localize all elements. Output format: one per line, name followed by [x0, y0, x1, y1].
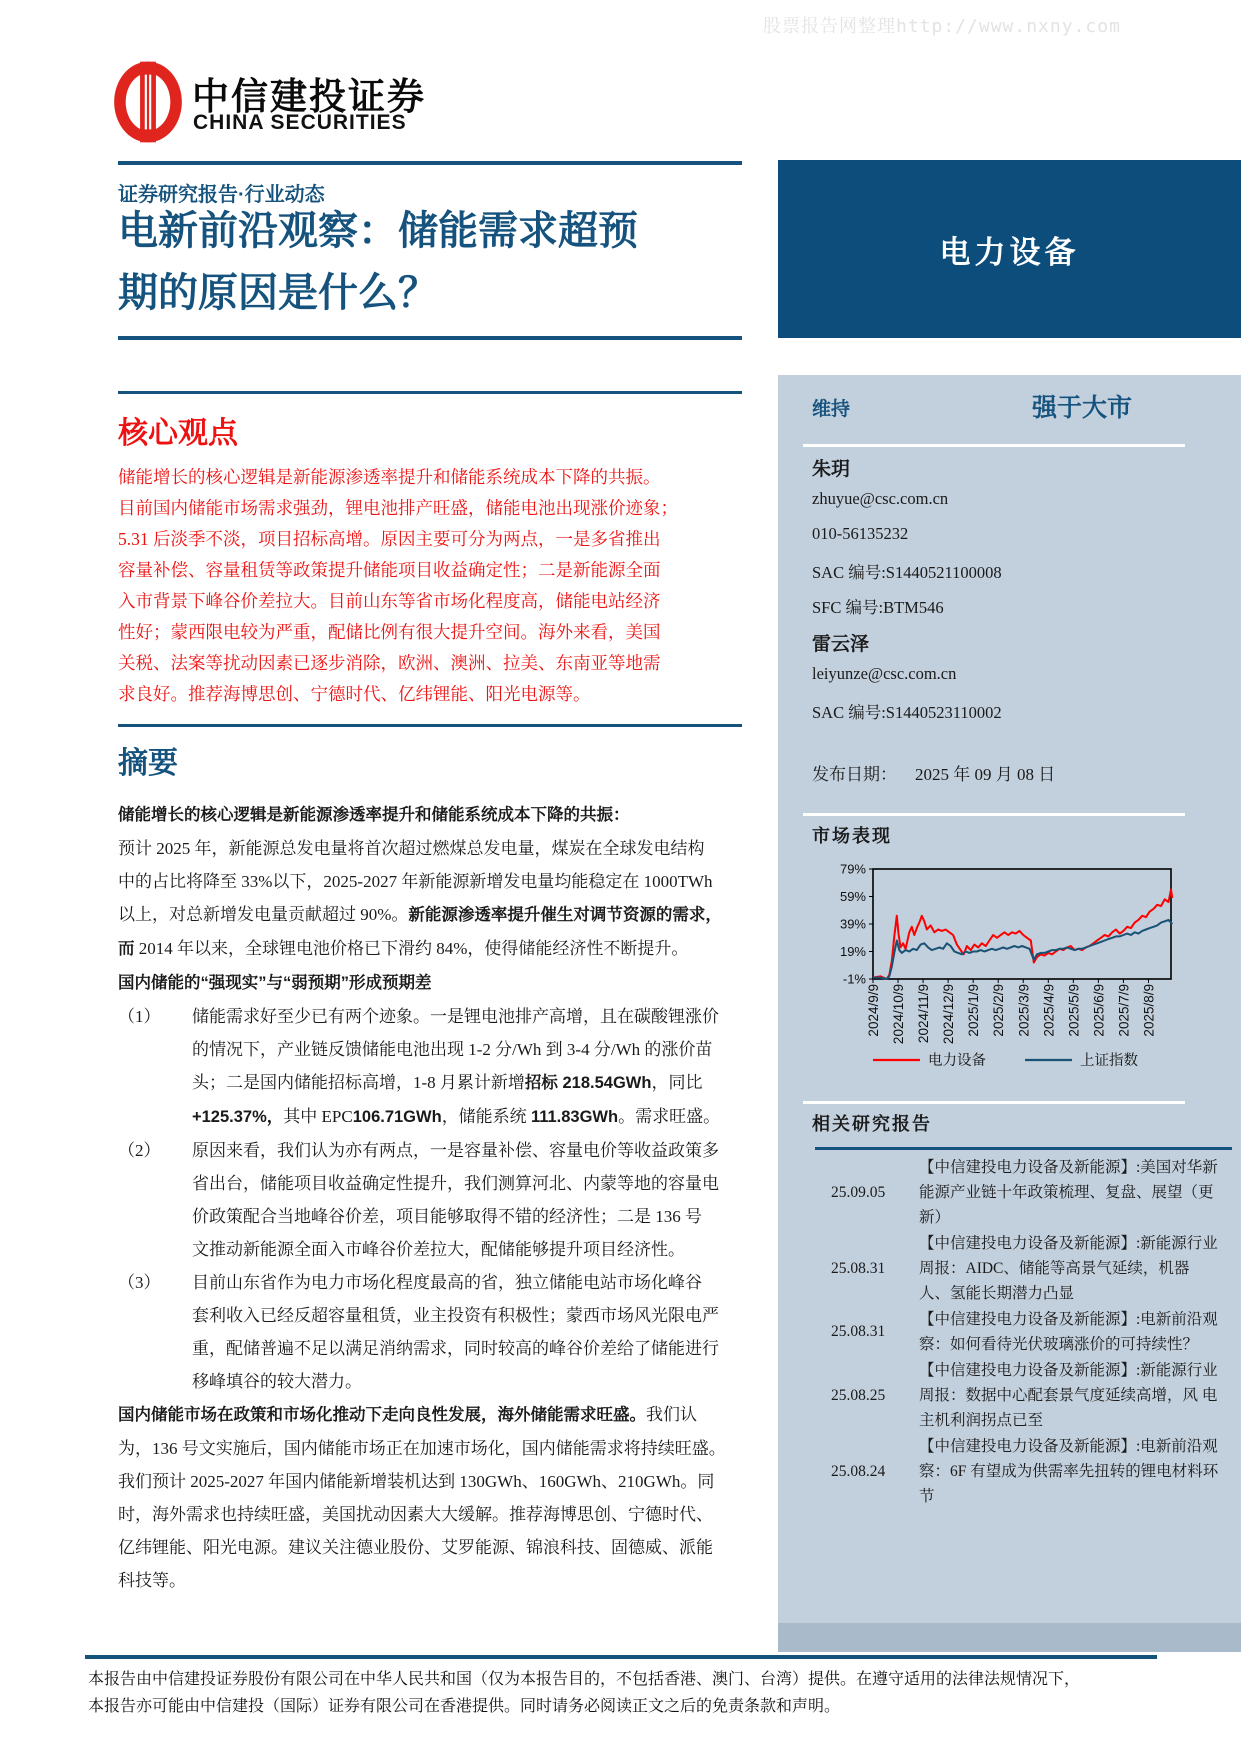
- publish-divider: [803, 813, 1185, 816]
- publish-date-label: 发布日期：: [812, 765, 897, 784]
- analyst-detail: SFC 编号:BTM546: [812, 598, 944, 617]
- summary-text: 文推动新能源全面入市峰谷价差拉大，配储能够提升项目经济性。: [192, 1240, 685, 1259]
- brand-name-en: CHINA SECURITIES: [193, 111, 407, 134]
- summary-line: [118, 1365, 698, 1398]
- brand-name-cn: 中信建投证券: [192, 76, 426, 117]
- analyst-detail: leiyunze@csc.com.cn: [812, 664, 957, 683]
- summary-line: [118, 1299, 719, 1332]
- summary-text: 套利收入已经反超容量租赁，业主投资有积极性；蒙西市场风光限电严: [192, 1306, 719, 1325]
- y-tick-label: 39%: [839, 916, 866, 932]
- related-divider-navy: [815, 1147, 1232, 1150]
- summary-text: 储能需求好至少已有两个迹象。一是锂电池排产高增，且在碳酸锂涨价: [192, 1007, 719, 1026]
- summary-text: 移峰填谷的较大潜力。: [192, 1372, 362, 1391]
- x-tick-label: 2024/12/9: [941, 984, 957, 1045]
- summary-text: ，同比: [651, 1073, 703, 1092]
- report-date: 25.08.24: [831, 1462, 886, 1480]
- summary-text: 省出台，储能项目收益确定性提升，我们测算河北、内蒙等地的容量电: [192, 1174, 719, 1193]
- summary-item-number: （2）: [118, 1141, 161, 1160]
- summary-line: [118, 1332, 719, 1365]
- industry-badge-label: 电力设备: [939, 234, 1080, 270]
- x-tick-label: 2025/8/9: [1141, 984, 1157, 1037]
- summary-section-divider: [118, 724, 742, 727]
- report-type-label: 证券研究报告·行业动态: [118, 184, 325, 206]
- summary-line: [118, 1167, 719, 1200]
- page-title: [118, 200, 758, 324]
- summary-text: 时，海外需求也持续旺盛，美国扰动因素大大缓解。推荐海博思创、宁德时代、: [118, 1505, 713, 1524]
- summary-text: 目前山东省作为电力市场化程度最高的省，独立储能电站市场化峰谷: [192, 1273, 702, 1292]
- x-tick-label: 2025/6/9: [1091, 984, 1107, 1037]
- summary-text: 原因来看，我们认为亦有两点，一是容量补偿、容量电价等收益政策多: [192, 1141, 719, 1160]
- watermark-text: 股票报告网整理http://www.nxny.com: [763, 16, 1121, 37]
- y-tick-label: -1%: [842, 971, 866, 987]
- report-date: 25.08.31: [831, 1323, 886, 1340]
- x-tick-label: 2025/3/9: [1016, 984, 1032, 1037]
- publish-date-row: [812, 760, 1055, 785]
- analyst-detail: zhuyue@csc.com.cn: [812, 489, 949, 508]
- summary-text: 价政策配合当地峰谷价差，项目能够取得不错的经济性；二是 136 号: [192, 1207, 702, 1226]
- summary-bold-text: 储能增长的核心逻辑是新能源渗透率提升和储能系统成本下降的共振：: [118, 806, 630, 824]
- summary-line: [118, 1465, 715, 1498]
- rating-divider: [803, 444, 1185, 447]
- summary-bold-text: 国内储能的“强现实”与“弱预期”形成预期差: [118, 974, 432, 992]
- summary-text: 头；二是国内储能招标高增，1-8 月累计新增: [192, 1073, 525, 1092]
- report-title: 【中信建投电力设备及新能源】:新能源行业周报：AIDC、储能等高景气延续，机器人、氢能长期潜力凸显: [919, 1235, 1218, 1302]
- analyst-name: 雷云泽: [812, 634, 870, 655]
- report-title: 【中信建投电力设备及新能源】:新能源行业周报：数据中心配套景气度延续高增，风 电主机利润拐点已至: [919, 1362, 1218, 1429]
- report-row: [815, 1434, 1235, 1509]
- core-view-line: 性好；蒙西限电较为严重，配储比例有很大提升空间。海外来看，美国: [118, 622, 661, 642]
- core-view-line: 容量补偿、容量租赁等政策提升储能项目收益确定性；二是新能源全面: [118, 560, 661, 580]
- summary-line: [118, 1564, 698, 1597]
- summary-bold-text: 而: [118, 940, 135, 958]
- analyst-detail: SAC 编号:S1440521100008: [812, 563, 1002, 582]
- report-row: [815, 1358, 1235, 1433]
- related-reports-list: [815, 1155, 1235, 1510]
- footer-divider: [85, 1655, 1157, 1659]
- summary-text: 科技等。: [118, 1571, 186, 1590]
- summary-line: [118, 1398, 698, 1432]
- analyst-name: 朱玥: [812, 459, 851, 480]
- summary-line: [118, 1033, 713, 1066]
- summary-text: 亿纬锂能、阳光电源。建议关注德业股份、艾罗能源、锦浪科技、固德威、派能: [118, 1538, 713, 1557]
- core-view-line: 关税、法案等扰动因素已逐步消除，欧洲、澳洲、拉美、东南亚等地需: [118, 653, 661, 673]
- summary-line: [118, 1233, 698, 1266]
- core-view-line: 储能增长的核心逻辑是新能源渗透率提升和储能系统成本下降的共振。: [118, 467, 661, 487]
- footer-disclaimer-line1: 本报告由中信建投证券股份有限公司在中华人民共和国（仅为本报告目的，不包括香港、澳门、台湾）提供。在遵守适用的法律法规情况下，: [88, 1671, 1081, 1688]
- summary-text: 为，136 号文实施后，国内储能市场正在加速市场化，国内储能需求将持续旺盛。: [118, 1439, 726, 1458]
- series-line-上证指数: [873, 920, 1172, 979]
- summary-text: 以上，对总新增发电量贡献超过 90%。: [118, 905, 409, 924]
- summary-item-number: （1）: [118, 1007, 161, 1026]
- x-tick-label: 2025/4/9: [1041, 984, 1057, 1037]
- x-tick-label: 2025/5/9: [1066, 984, 1082, 1037]
- core-section-divider: [118, 391, 742, 394]
- summary-bold-text: 106.71GWh: [352, 1108, 442, 1126]
- rating-value: 强于大市: [1032, 394, 1133, 422]
- page-title-line: 电新前沿观察：储能需求超预: [118, 209, 638, 253]
- legend-label: 上证指数: [1080, 1053, 1138, 1069]
- citic-logo-icon: [112, 58, 184, 146]
- report-title: 【中信建投电力设备及新能源】:美国对华新能源产业链十年政策梳理、复盘、展望（更新）: [919, 1159, 1218, 1226]
- market-section-title: 市场表现: [812, 826, 892, 846]
- industry-badge: [778, 160, 1241, 338]
- report-title: 【中信建投电力设备及新能源】:电新前沿观察：6F 有望成为供需率先扭转的锂电材料环节: [919, 1438, 1219, 1505]
- x-tick-label: 2025/2/9: [991, 984, 1007, 1037]
- summary-line: [118, 898, 722, 932]
- x-tick-label: 2025/1/9: [966, 984, 982, 1037]
- core-view-heading: 核心观点: [118, 417, 238, 450]
- summary-bold-text: 111.83GWh: [530, 1108, 619, 1126]
- summary-bold-text: 国内储能市场在政策和市场化推动下走向良性发展，海外储能需求旺盛。: [118, 1406, 646, 1424]
- report-date: 25.08.31: [831, 1259, 886, 1277]
- related-section-title: 相关研究报告: [812, 1114, 932, 1134]
- x-tick-label: 2025/7/9: [1116, 984, 1132, 1037]
- core-view-line: 目前国内储能市场需求强劲，锂电池排产旺盛，储能电池出现涨价迹象；: [118, 498, 678, 518]
- summary-line: [118, 798, 698, 832]
- core-view-line: 求良好。推荐海博思创、宁德时代、亿纬锂能、阳光电源等。: [118, 684, 591, 704]
- summary-text: ，储能系统: [441, 1107, 531, 1126]
- summary-bold-text: 新能源渗透率提升催生对调节资源的需求，: [408, 906, 722, 924]
- summary-line: [118, 1498, 713, 1531]
- y-tick-label: 59%: [839, 889, 866, 904]
- report-row: [815, 1155, 1235, 1230]
- analyst-detail: 010-56135232: [812, 524, 909, 543]
- summary-text: 预计 2025 年，新能源总发电量将首次超过燃煤总发电量，煤炭在全球发电结构: [118, 839, 705, 858]
- summary-line: [118, 1134, 719, 1167]
- summary-line: [118, 832, 705, 865]
- summary-text: 。需求旺盛。: [618, 1107, 721, 1126]
- summary-line: [118, 1531, 713, 1564]
- summary-line: [118, 966, 698, 1000]
- market-performance-chart: [780, 852, 1241, 1082]
- summary-text: 重，配储普遍不足以满足消纳需求，同时较高的峰谷价差给了储能进行: [192, 1339, 719, 1358]
- legend-label: 电力设备: [928, 1053, 986, 1069]
- x-tick-label: 2024/11/9: [916, 984, 932, 1044]
- summary-line: [118, 1100, 721, 1134]
- core-view-line: 5.31 后淡季不淡，项目招标高增。原因主要可分为两点，一是多省推出: [118, 529, 661, 549]
- summary-line: [118, 1200, 702, 1233]
- summary-text: 的情况下，产业链反馈储能电池出现 1-2 分/Wh 到 3-4 分/Wh 的涨价苗: [192, 1040, 713, 1059]
- y-tick-label: 19%: [839, 944, 866, 959]
- publish-date-value: 2025 年 09 月 08 日: [915, 765, 1056, 784]
- y-tick-label: 79%: [839, 861, 866, 877]
- page-title-line: 期的原因是什么？: [118, 271, 438, 315]
- summary-bold-text: +125.37%，: [192, 1108, 284, 1126]
- sidebar-bottom-band: [778, 1623, 1241, 1652]
- summary-line: [118, 1066, 703, 1100]
- summary-text: 其中 EPC: [283, 1107, 353, 1126]
- core-view-line: 入市背景下峰谷价差拉大。目前山东等省市场化程度高，储能电站经济: [118, 591, 661, 611]
- summary-line: [118, 1432, 726, 1465]
- summary-line: [118, 1000, 719, 1033]
- report-date: 25.08.25: [831, 1386, 886, 1404]
- summary-text: 中的占比将降至 33%以下，2025-2027 年新能源新增发电量均能稳定在 1000TWh: [118, 872, 713, 891]
- report-row: [815, 1307, 1235, 1357]
- summary-text: 我们预计 2025-2027 年国内储能新增装机达到 130GWh、160GWh、210GWh。同: [118, 1472, 715, 1491]
- summary-line: [118, 865, 713, 898]
- core-view-paragraph: [118, 462, 678, 710]
- summary-text: 2014 年以来，全球锂电池价格已下滑约 84%，使得储能经济性不断提升。: [134, 939, 689, 958]
- summary-line: [118, 932, 698, 966]
- report-title: 【中信建投电力设备及新能源】:电新前沿观察：如何看待光伏玻璃涨价的可持续性？: [919, 1311, 1218, 1353]
- report-row: [815, 1231, 1235, 1306]
- summary-item-number: （3）: [118, 1273, 161, 1292]
- summary-bold-text: 招标 218.54GWh: [524, 1074, 652, 1092]
- x-tick-label: 2024/9/9: [866, 984, 881, 1037]
- header-divider: [118, 161, 742, 165]
- x-tick-label: 2024/10/9: [891, 984, 907, 1045]
- report-date: 25.09.05: [831, 1183, 886, 1201]
- summary-text: 我们认: [646, 1405, 697, 1424]
- rating-action: 维持: [812, 399, 851, 420]
- summary-heading: 摘要: [118, 747, 178, 780]
- summary-line: [118, 1266, 702, 1299]
- analyst-detail: SAC 编号:S1440523110002: [812, 703, 1002, 722]
- footer-disclaimer-line2: 本报告亦可能由中信建投（国际）证券有限公司在香港提供。同时请务必阅读正文之后的免责条款和声明。: [88, 1698, 841, 1715]
- title-underline: [118, 336, 742, 340]
- related-divider-top: [803, 1101, 1185, 1104]
- summary-body: [118, 798, 726, 1597]
